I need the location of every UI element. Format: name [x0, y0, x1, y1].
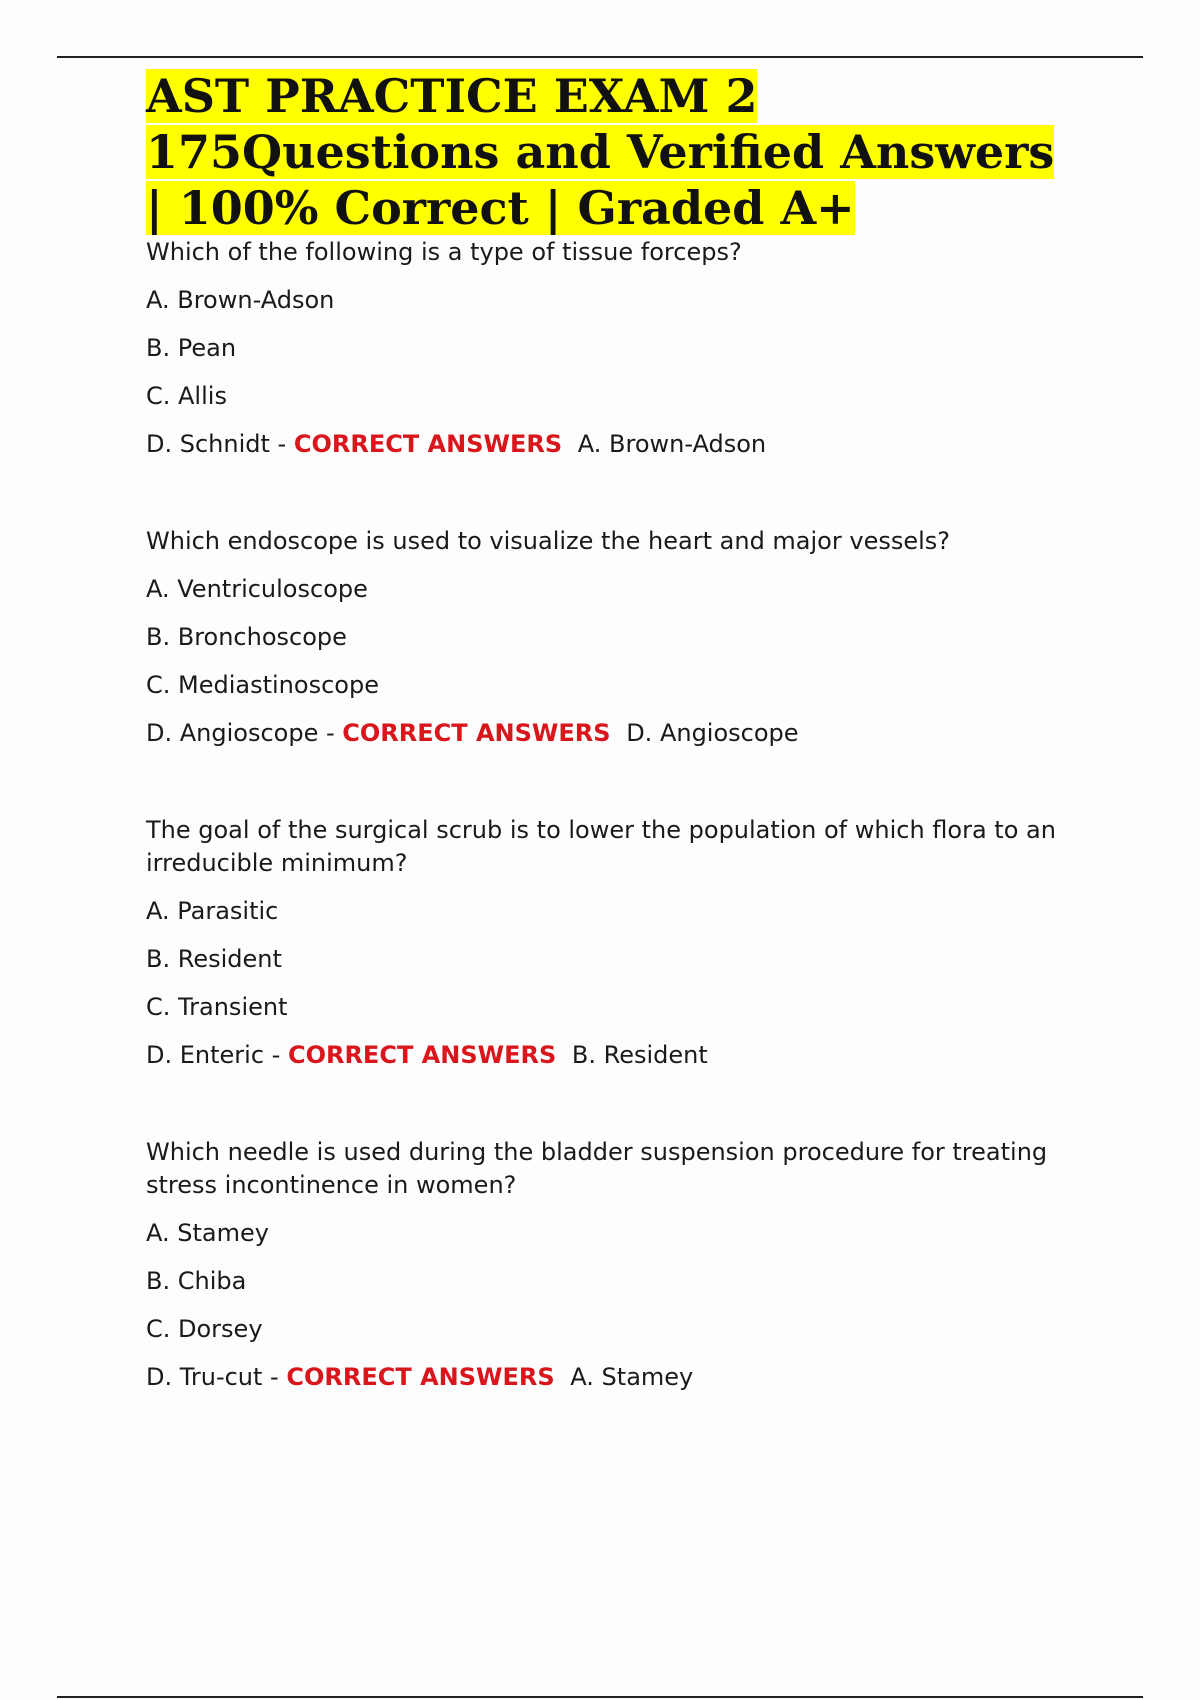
answer-line	[146, 1039, 1086, 1072]
question-text: Which needle is used during the bladder suspension procedure for treating stress incontinence in women?	[146, 1138, 1048, 1199]
correct-answer: D. Angioscope	[626, 719, 799, 747]
document-body	[146, 68, 1086, 1394]
correct-answers-label: CORRECT ANSWERS	[342, 719, 611, 747]
correct-answer: B. Resident	[571, 1041, 708, 1069]
option-b: B. Resident	[146, 945, 282, 973]
option-b: B. Pean	[146, 334, 237, 362]
top-rule	[57, 56, 1143, 58]
document-title	[146, 68, 1086, 236]
option-c: C. Mediastinoscope	[146, 671, 379, 699]
correct-answer: A. Stamey	[570, 1363, 694, 1391]
correct-answers-label: CORRECT ANSWERS	[287, 1041, 557, 1069]
spacer	[146, 1072, 1086, 1136]
question-4	[146, 1136, 1086, 1394]
bottom-rule	[57, 1696, 1143, 1698]
question-text: The goal of the surgical scrub is to lower the population of which flora to an irreducible minimum?	[146, 816, 1056, 877]
answer-line	[146, 1361, 1086, 1394]
option-d: D. Angioscope -	[146, 719, 335, 747]
spacer	[146, 461, 1086, 525]
option-b: B. Chiba	[146, 1267, 247, 1295]
question-text: Which of the following is a type of tissue forceps?	[146, 238, 742, 266]
option-d: D. Schnidt -	[146, 430, 287, 458]
option-d: D. Enteric -	[146, 1041, 281, 1069]
question-text: Which endoscope is used to visualize the heart and major vessels?	[146, 527, 951, 555]
option-a: A. Parasitic	[146, 897, 279, 925]
option-a: A. Brown-Adson	[146, 286, 335, 314]
answer-line	[146, 717, 1086, 750]
option-c: C. Dorsey	[146, 1315, 263, 1343]
question-3	[146, 814, 1086, 1072]
option-c: C. Allis	[146, 382, 227, 410]
spacer	[146, 750, 1086, 814]
question-1	[146, 236, 1086, 461]
correct-answer: A. Brown-Adson	[577, 430, 767, 458]
title-highlight: AST PRACTICE EXAM 2 175Questions and Verified Answers | 100% Correct | Graded A+	[146, 69, 1055, 235]
option-b: B. Bronchoscope	[146, 623, 347, 651]
option-d: D. Tru-cut -	[146, 1363, 279, 1391]
question-2	[146, 525, 1086, 750]
option-a: A. Stamey	[146, 1219, 269, 1247]
option-c: C. Transient	[146, 993, 288, 1021]
correct-answers-label: CORRECT ANSWERS	[293, 430, 563, 458]
option-a: A. Ventriculoscope	[146, 575, 368, 603]
correct-answers-label: CORRECT ANSWERS	[286, 1363, 555, 1391]
answer-line	[146, 428, 1086, 461]
